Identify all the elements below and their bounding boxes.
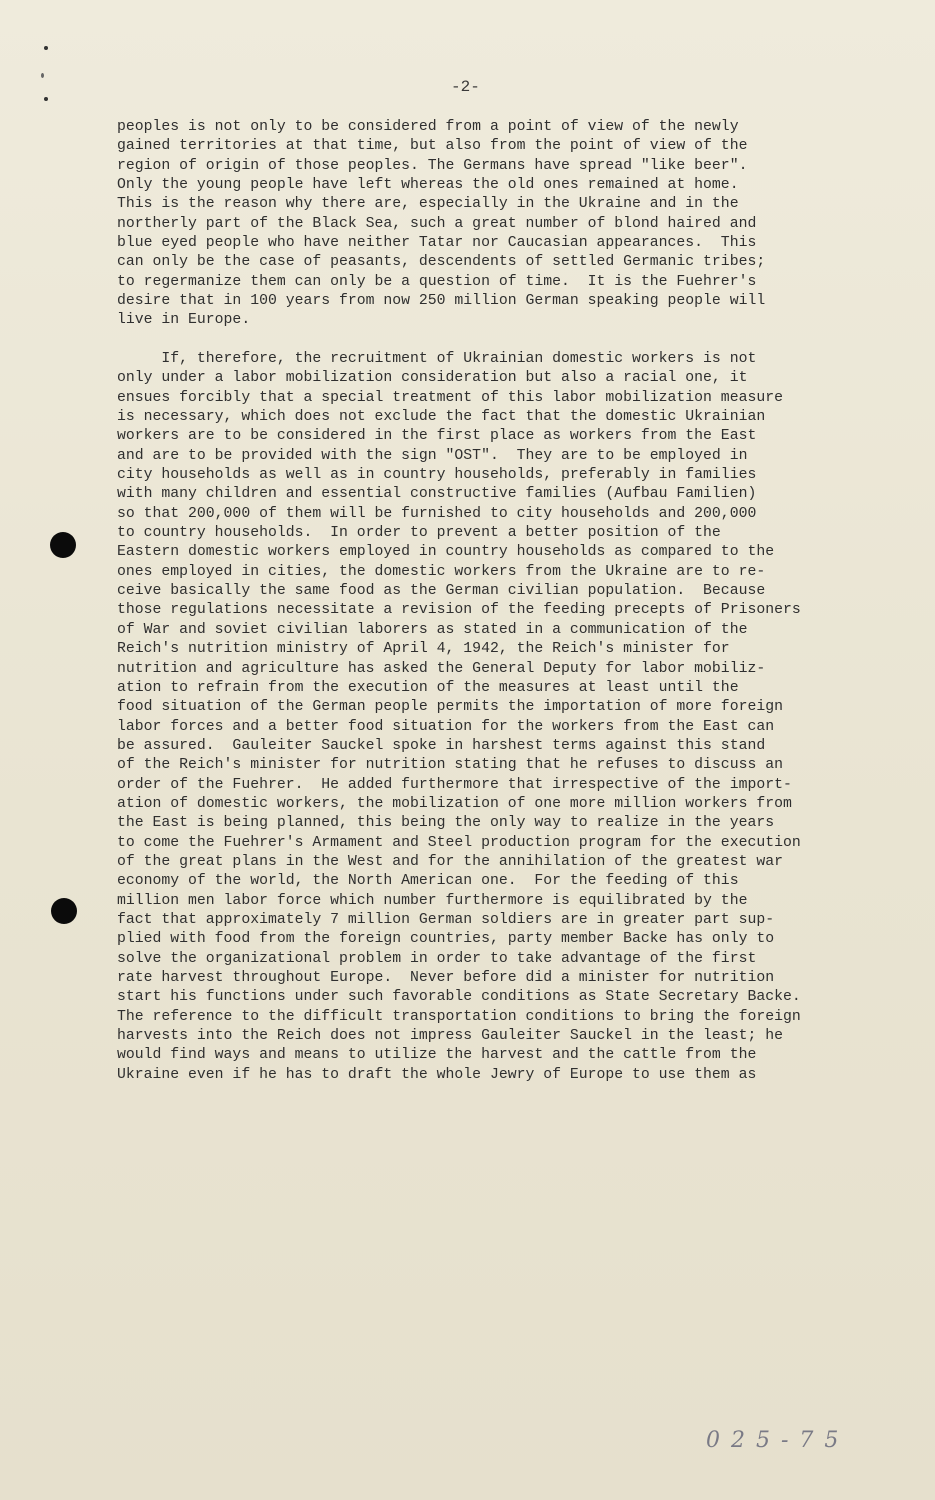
text-line: If, therefore, the recruitment of Ukrainian domestic workers is not [117,351,757,367]
text-line: be assured. Gauleiter Sauckel spoke in harshest terms against this stand [117,737,766,754]
text-line: peoples is not only to be considered from a point of view of the newly [117,119,739,135]
text-line: ation to refrain from the execution of the measures at least until the [117,679,739,696]
text-line: of the great plans in the West and for the annihilation of the greatest war [117,853,783,870]
handwritten-folio-number: 0 2 5 - 7 5 [706,1428,841,1453]
text-line: food situation of the German people permits the importation of more foreign [117,699,783,716]
text-line: The reference to the difficult transportation conditions to bring the foreign [117,1008,801,1025]
text-line: can only be the case of peasants, descendents of settled Germanic tribes; [117,254,766,271]
text-line: nutrition and agriculture has asked the General Deputy for labor mobiliz- [117,660,766,677]
text-line: labor forces and a better food situation for the workers from the East can [117,718,775,735]
text-line: ones employed in cities, the domestic workers from the Ukraine are to re- [117,563,766,580]
text-line: to regermanize them can only be a question of time. It is the Fuehrer's [117,273,757,290]
text-line: start his functions under such favorable conditions as State Secretary Backe. [117,989,801,1006]
text-line: harvests into the Reich does not impress Gauleiter Sauckel in the least; he [117,1028,783,1045]
ink-speck [41,73,44,78]
text-line: and are to be provided with the sign "OST". They are to be employed in [117,447,748,464]
text-line: to country households. In order to prevent a better position of the [117,525,721,542]
text-line: Reich's nutrition ministry of April 4, 1942, the Reich's minister for [117,641,730,658]
text-line: with many children and essential constructive families (Aufbau Familien) [117,486,757,503]
text-line: city households as well as in country households, preferably in families [117,467,757,484]
text-line: would find ways and means to utilize the harvest and the cattle from the [117,1047,757,1064]
text-line: ensues forcibly that a special treatment of this labor mobilization measure [117,389,783,406]
text-line: Only the young people have left whereas the old ones remained at home. [117,177,739,194]
text-line: the East is being planned, this being the only way to realize in the years [117,815,775,832]
text-line: to come the Fuehrer's Armament and Steel production program for the execution [117,834,801,851]
paragraph-1 [117,118,877,331]
text-line: those regulations necessitate a revision of the feeding precepts of Prisoners [117,602,801,619]
text-line: plied with food from the foreign countries, party member Backe has only to [117,931,775,948]
text-line: Eastern domestic workers employed in country households as compared to the [117,544,775,561]
text-line: ceive basically the same food as the German civilian population. Because [117,583,766,600]
text-line: desire that in 100 years from now 250 million German speaking people will [117,293,766,310]
punch-hole [50,532,76,558]
text-line: ation of domestic workers, the mobilization of one more million workers from [117,795,792,812]
text-line: live in Europe. [117,312,251,329]
text-line: fact that approximately 7 million German soldiers are in greater part sup- [117,911,775,928]
text-line: solve the organizational problem in order to take advantage of the first [117,950,757,967]
text-line: rate harvest throughout Europe. Never before did a minister for nutrition [117,970,775,986]
text-line: region of origin of those peoples. The Germans have spread "like beer". [117,157,748,174]
ink-speck [44,46,48,50]
text-line: only under a labor mobilization consideration but also a racial one, it [117,370,748,387]
text-line: workers are to be considered in the first place as workers from the East [117,428,757,445]
paragraph-2 [117,350,877,1085]
text-line: gained territories at that time, but also from the point of view of the [117,138,748,155]
ink-speck [44,97,48,101]
text-line: so that 200,000 of them will be furnished to city households and 200,000 [117,505,757,522]
text-line: blue eyed people who have neither Tatar nor Caucasian appearances. This [117,235,757,252]
text-line: economy of the world, the North American one. For the feeding of this [117,873,739,890]
text-line: order of the Fuehrer. He added furthermore that irrespective of the import- [117,776,792,793]
text-line: million men labor force which number furthermore is equilibrated by the [117,892,748,909]
text-line: is necessary, which does not exclude the fact that the domestic Ukrainian [117,409,766,426]
text-line: of the Reich's minister for nutrition stating that he refuses to discuss an [117,757,783,774]
text-line: This is the reason why there are, especially in the Ukraine and in the [117,196,739,213]
text-line: northerly part of the Black Sea, such a great number of blond haired and [117,215,757,232]
text-line: of War and soviet civilian laborers as stated in a communication of the [117,621,748,638]
punch-hole [51,898,77,924]
page-number: -2- [451,78,480,96]
text-line: Ukraine even if he has to draft the whole Jewry of Europe to use them as [117,1066,757,1083]
